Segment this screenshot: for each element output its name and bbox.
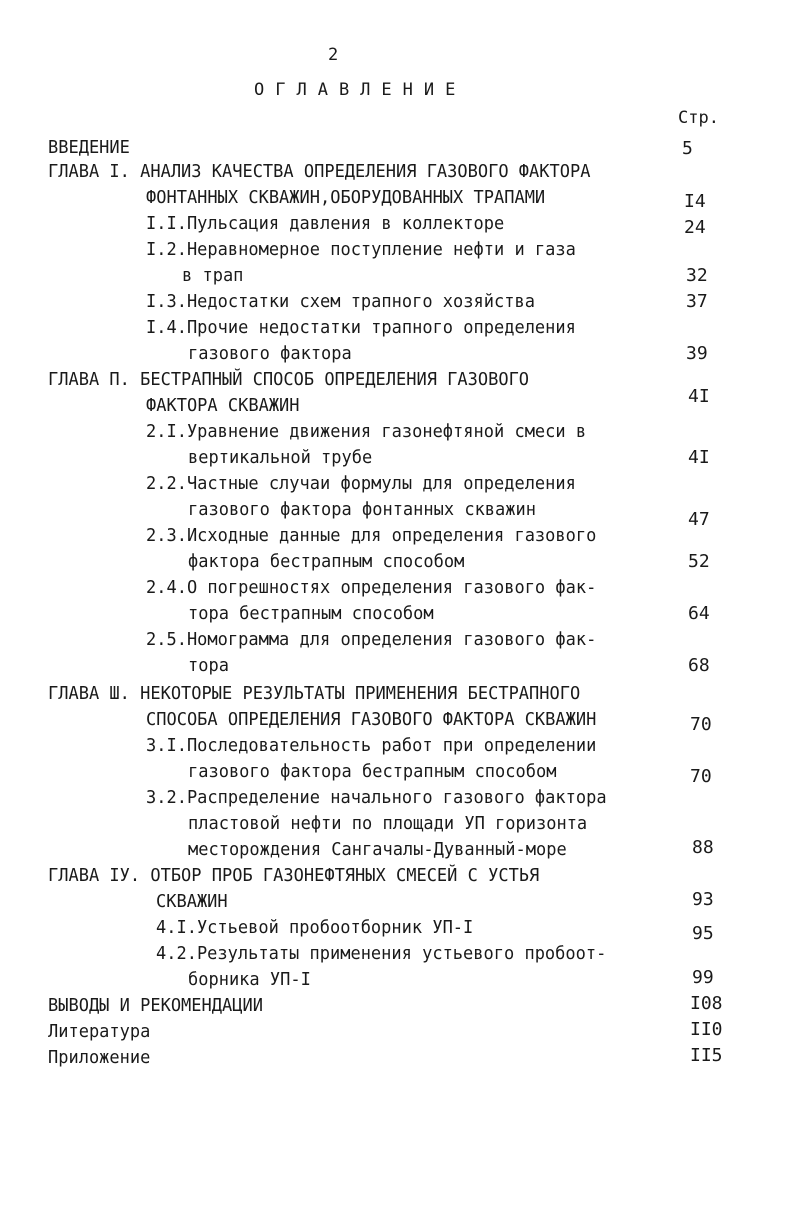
toc-section-2-1-line1: 2.I.Уравнение движения газонефтяной смеси в xyxy=(146,421,587,443)
toc-page-chapter-4: 93 xyxy=(692,889,714,910)
toc-conclusions: ВЫВОДЫ И РЕКОМЕНДАЦИИ xyxy=(48,995,263,1017)
toc-section-2-4-line1: 2.4.О погрешностях определения газового фак- xyxy=(146,577,597,599)
toc-chapter-3-line2: СПОСОБА ОПРЕДЕЛЕНИЯ ГАЗОВОГО ФАКТОРА СКВАЖИН xyxy=(146,709,597,731)
toc-page-chapter-3: 70 xyxy=(690,714,712,735)
toc-chapter-1-line2: ФОНТАННЫХ СКВАЖИН,ОБОРУДОВАННЫХ ТРАПАМИ xyxy=(146,187,546,209)
toc-section-2-2-line1: 2.2.Частные случаи формулы для определения xyxy=(146,473,576,495)
toc-page-3-2: 88 xyxy=(692,837,714,858)
toc-chapter-4-line2: СКВАЖИН xyxy=(156,891,228,913)
toc-chapter-1-line1: ГЛАВА I. АНАЛИЗ КАЧЕСТВА ОПРЕДЕЛЕНИЯ ГАЗОВОГО ФАКТОРА xyxy=(48,161,591,183)
toc-section-1-2-line1: I.2.Неравномерное поступление нефти и газа xyxy=(146,239,576,261)
toc-page-2-4: 64 xyxy=(688,603,710,624)
toc-page-chapter-1: I4 xyxy=(684,191,706,212)
toc-page-3-1: 70 xyxy=(690,766,712,787)
toc-page-2-5: 68 xyxy=(688,655,710,676)
toc-section-2-4-line2: тора бестрапным способом xyxy=(188,603,434,625)
toc-page-appendix: II5 xyxy=(690,1045,723,1066)
toc-page-2-2: 47 xyxy=(688,509,710,530)
toc-section-1-2-line2: в трап xyxy=(182,265,244,287)
toc-title: ОГЛАВЛЕНИЕ xyxy=(254,80,467,100)
toc-chapter-3-line1: ГЛАВА Ш. НЕКОТОРЫЕ РЕЗУЛЬТАТЫ ПРИМЕНЕНИЯ БЕСТРАПНОГО xyxy=(48,683,581,705)
toc-section-4-2-line1: 4.2.Результаты применения устьевого пробоот- xyxy=(156,943,607,965)
toc-section-1-4-line1: I.4.Прочие недостатки трапного определения xyxy=(146,317,576,339)
toc-page-2-1: 4I xyxy=(688,447,710,468)
toc-section-2-3-line1: 2.3.Исходные данные для определения газового xyxy=(146,525,597,547)
toc-entry-intro: ВВЕДЕНИЕ xyxy=(48,137,130,159)
toc-page-4-1: 95 xyxy=(692,923,714,944)
toc-page-4-2: 99 xyxy=(692,967,714,988)
toc-section-3-1-line1: 3.I.Последовательность работ при определении xyxy=(146,735,597,757)
toc-section-3-2-line1: 3.2.Распределение начального газового фактора xyxy=(146,787,607,809)
toc-page-1-1: 24 xyxy=(684,217,706,238)
toc-section-1-4-line2: газового фактора xyxy=(188,343,352,365)
toc-chapter-2-line1: ГЛАВА П. БЕСТРАПНЫЙ СПОСОБ ОПРЕДЕЛЕНИЯ ГАЗОВОГО xyxy=(48,369,530,391)
toc-page-1-2: 32 xyxy=(686,265,708,286)
toc-chapter-4-line1: ГЛАВА IУ. ОТБОР ПРОБ ГАЗОНЕФТЯНЫХ СМЕСЕЙ С УСТЬЯ xyxy=(48,865,540,887)
toc-section-2-5-line1: 2.5.Номограмма для определения газового фак- xyxy=(146,629,597,651)
toc-page-intro: 5 xyxy=(682,138,693,159)
toc-literature: Литература xyxy=(48,1021,151,1043)
toc-page-1-3: 37 xyxy=(686,291,708,312)
toc-page-1-4: 39 xyxy=(686,343,708,364)
toc-section-3-2-line2: пластовой нефти по площади УП горизонта xyxy=(188,813,588,835)
toc-section-3-1-line2: газового фактора бестрапным способом xyxy=(188,761,557,783)
toc-page-literature: II0 xyxy=(690,1019,723,1040)
toc-section-2-5-line2: тора xyxy=(188,655,229,677)
toc-section-4-2-line2: борника УП-I xyxy=(188,969,311,991)
toc-page-conclusions: I08 xyxy=(690,993,723,1014)
page-column-header: Стр. xyxy=(678,108,719,128)
toc-section-2-3-line2: фактора бестрапным способом xyxy=(188,551,465,573)
toc-section-2-1-line2: вертикальной трубе xyxy=(188,447,373,469)
toc-page-2-3: 52 xyxy=(688,551,710,572)
toc-section-4-1: 4.I.Устьевой пробоотборник УП-I xyxy=(156,917,474,939)
page-number: 2 xyxy=(328,45,339,65)
toc-section-1-1: I.I.Пульсация давления в коллекторе xyxy=(146,213,505,235)
toc-section-1-3: I.3.Недостатки схем трапного хозяйства xyxy=(146,291,535,313)
toc-section-3-2-line3: месторождения Сангачалы-Дуванный-море xyxy=(188,839,567,861)
toc-appendix: Приложение xyxy=(48,1047,151,1069)
toc-chapter-2-line2: ФАКТОРА СКВАЖИН xyxy=(146,395,300,417)
toc-page-chapter-2: 4I xyxy=(688,386,710,407)
toc-section-2-2-line2: газового фактора фонтанных скважин xyxy=(188,499,536,521)
